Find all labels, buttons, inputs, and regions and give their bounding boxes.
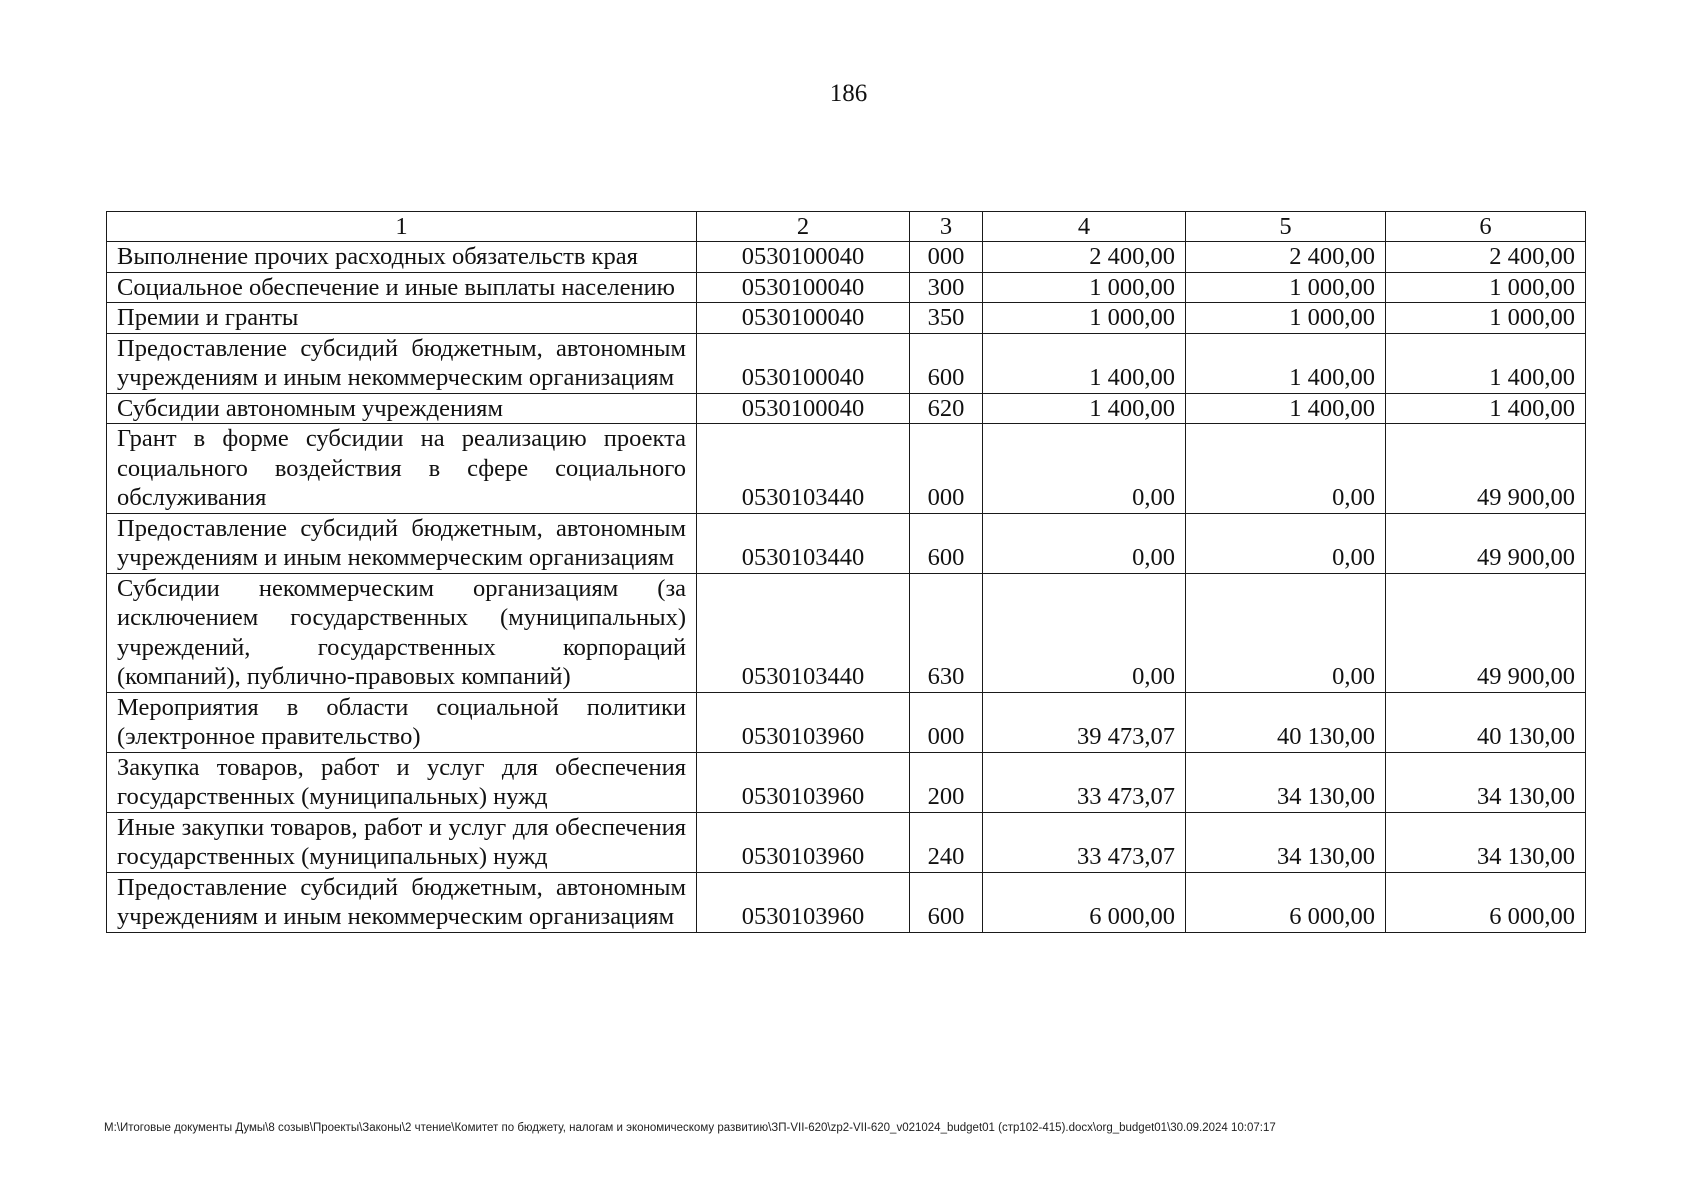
table-row	[107, 393, 1586, 424]
row-name: Субсидии автономным учреждениям	[107, 393, 697, 424]
row-name: Предоставление субсидий бюджетным, автономным учреждениям и иным некоммерческим организациям	[107, 513, 697, 573]
row-expense-type: 200	[910, 752, 983, 812]
table-row	[107, 752, 1586, 812]
column-header-6: 6	[1386, 212, 1586, 242]
column-header-2: 2	[697, 212, 910, 242]
document-file-path: M:\Итоговые документы Думы\8 созыв\Проекты\Законы\2 чтение\Комитет по бюджету, налогам и экономическому развитию\ЗП-VII-620\zp2-VII-620_v021024_budget01 (стр102-415).docx\org_budget01\30.09.2024 10:07:17	[104, 1122, 1276, 1134]
row-value-col6: 6 000,00	[1386, 872, 1586, 932]
table-row	[107, 513, 1586, 573]
row-value-col4: 0,00	[983, 513, 1186, 573]
table-row	[107, 424, 1586, 514]
row-value-col5: 0,00	[1186, 424, 1386, 514]
row-value-col4: 2 400,00	[983, 242, 1186, 273]
row-name: Премии и гранты	[107, 303, 697, 334]
row-code: 0530103440	[697, 573, 910, 692]
row-value-col5: 2 400,00	[1186, 242, 1386, 273]
row-value-col6: 1 000,00	[1386, 303, 1586, 334]
row-expense-type: 000	[910, 692, 983, 752]
row-value-col5: 1 400,00	[1186, 333, 1386, 393]
table-row	[107, 872, 1586, 932]
row-name: Предоставление субсидий бюджетным, автономным учреждениям и иным некоммерческим организациям	[107, 872, 697, 932]
row-value-col6: 49 900,00	[1386, 513, 1586, 573]
table-row	[107, 692, 1586, 752]
row-code: 0530100040	[697, 333, 910, 393]
row-code: 0530103960	[697, 812, 910, 872]
row-code: 0530100040	[697, 303, 910, 334]
row-expense-type: 000	[910, 242, 983, 273]
row-expense-type: 300	[910, 272, 983, 303]
row-expense-type: 600	[910, 513, 983, 573]
row-code: 0530100040	[697, 272, 910, 303]
row-value-col6: 1 000,00	[1386, 272, 1586, 303]
table-row	[107, 333, 1586, 393]
row-name: Предоставление субсидий бюджетным, автономным учреждениям и иным некоммерческим организациям	[107, 333, 697, 393]
row-value-col6: 34 130,00	[1386, 812, 1586, 872]
row-code: 0530100040	[697, 393, 910, 424]
row-code: 0530103960	[697, 752, 910, 812]
row-expense-type: 620	[910, 393, 983, 424]
row-value-col6: 1 400,00	[1386, 393, 1586, 424]
row-code: 0530103960	[697, 872, 910, 932]
row-code: 0530103960	[697, 692, 910, 752]
row-expense-type: 000	[910, 424, 983, 514]
row-value-col4: 0,00	[983, 424, 1186, 514]
budget-table	[106, 211, 1586, 933]
row-value-col6: 49 900,00	[1386, 573, 1586, 692]
row-value-col6: 1 400,00	[1386, 333, 1586, 393]
row-value-col6: 40 130,00	[1386, 692, 1586, 752]
row-expense-type: 600	[910, 872, 983, 932]
row-name: Мероприятия в области социальной политики (электронное правительство)	[107, 692, 697, 752]
row-expense-type: 240	[910, 812, 983, 872]
row-value-col4: 33 473,07	[983, 812, 1186, 872]
row-value-col5: 34 130,00	[1186, 812, 1386, 872]
column-header-1: 1	[107, 212, 697, 242]
row-value-col5: 1 000,00	[1186, 272, 1386, 303]
row-value-col5: 0,00	[1186, 573, 1386, 692]
row-value-col5: 40 130,00	[1186, 692, 1386, 752]
row-value-col4: 39 473,07	[983, 692, 1186, 752]
row-value-col4: 1 400,00	[983, 333, 1186, 393]
row-value-col5: 6 000,00	[1186, 872, 1386, 932]
row-value-col4: 0,00	[983, 573, 1186, 692]
row-name: Закупка товаров, работ и услуг для обеспечения государственных (муниципальных) нужд	[107, 752, 697, 812]
table-row	[107, 242, 1586, 273]
row-value-col4: 1 400,00	[983, 393, 1186, 424]
row-code: 0530103440	[697, 424, 910, 514]
table-row	[107, 303, 1586, 334]
page-number: 186	[829, 80, 868, 107]
row-value-col4: 1 000,00	[983, 272, 1186, 303]
column-header-3: 3	[910, 212, 983, 242]
row-code: 0530100040	[697, 242, 910, 273]
row-value-col4: 1 000,00	[983, 303, 1186, 334]
row-expense-type: 600	[910, 333, 983, 393]
row-value-col6: 34 130,00	[1386, 752, 1586, 812]
row-code: 0530103440	[697, 513, 910, 573]
column-header-4: 4	[983, 212, 1186, 242]
row-expense-type: 630	[910, 573, 983, 692]
row-expense-type: 350	[910, 303, 983, 334]
table-row	[107, 272, 1586, 303]
row-name: Социальное обеспечение и иные выплаты населению	[107, 272, 697, 303]
table-header-row	[107, 212, 1586, 242]
row-value-col4: 6 000,00	[983, 872, 1186, 932]
row-value-col6: 2 400,00	[1386, 242, 1586, 273]
table-row	[107, 812, 1586, 872]
column-header-5: 5	[1186, 212, 1386, 242]
row-value-col6: 49 900,00	[1386, 424, 1586, 514]
row-value-col5: 1 000,00	[1186, 303, 1386, 334]
row-name: Выполнение прочих расходных обязательств края	[107, 242, 697, 273]
row-name: Иные закупки товаров, работ и услуг для обеспечения государственных (муниципальных) нужд	[107, 812, 697, 872]
row-value-col5: 1 400,00	[1186, 393, 1386, 424]
row-name: Субсидии некоммерческим организациям (за исключением государственных (муниципальных) учреждений, государственных корпораций (компаний), публично-правовых компаний)	[107, 573, 697, 692]
row-value-col4: 33 473,07	[983, 752, 1186, 812]
table-row	[107, 573, 1586, 692]
row-value-col5: 0,00	[1186, 513, 1386, 573]
row-value-col5: 34 130,00	[1186, 752, 1386, 812]
row-name: Грант в форме субсидии на реализацию проекта социального воздействия в сфере социального обслуживания	[107, 424, 697, 514]
